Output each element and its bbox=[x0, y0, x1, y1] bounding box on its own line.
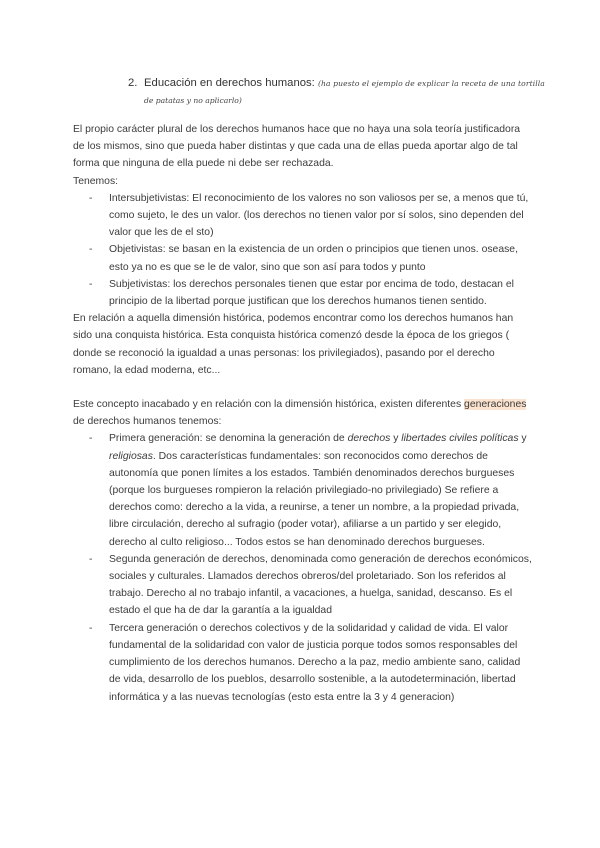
bullet-dash: - bbox=[89, 622, 93, 634]
bullet-dash: - bbox=[89, 553, 93, 565]
bullet-dash: - bbox=[89, 278, 93, 290]
list-item-second-generation: - Segunda generación de derechos, denominada como generación de derechos económicos, sociales y culturales. Llamados derechos obreros/del proletariado. Son los referidos al trabajo. Derecho al no trabajo infantil, a vacaciones, a huelga, sanidad, descanso. Es el estado el que ha de dar la garantía a la igualdad bbox=[73, 551, 533, 620]
handwritten-note-line1: (ha puesto el ejemplo de explicar la receta de una tortilla bbox=[317, 79, 545, 88]
heading-number: 2. bbox=[128, 77, 138, 89]
intro-paragraph: El propio carácter plural de los derechos humanos hace que no haya una sola teoría justificadora de los mismos, sino que pueda haber distintas y que cada una de ellas pueda aportar algo de tal forma que ninguna de ella puede ni debe ser rechazada. bbox=[73, 124, 521, 170]
document-body bbox=[73, 121, 533, 706]
generations-list bbox=[73, 430, 533, 705]
list-item-third-generation: - Tercera generación o derechos colectivos y de la solidaridad y calidad de vida. El valor fundamental de la solidaridad con valor de justicia porque todos somos responsables del cumplimiento de los derechos humanos. Derecho a la paz, medio ambiente sano, calidad de vida, desarrollo de los pueblos, desarrollo sostenible, a la autodeterminación, libertad informática y a las nuevas tecnologías (esto esta entre la 3 y 4 generacion) bbox=[73, 620, 533, 706]
generations-intro: Este concepto inacabado y en relación con la dimensión histórica, existen diferentes generaciones de derechos humanos tenemos: bbox=[73, 399, 527, 428]
list-item-objetivistas: - Objetivistas: se basan en la existencia de un orden o principios que tienen unos. osease, esto ya no es que se le de valor, sino que son así para todos y punto bbox=[73, 241, 533, 275]
highlighted-word: generaciones bbox=[464, 399, 527, 411]
section-heading bbox=[128, 74, 548, 109]
blank-line bbox=[73, 379, 533, 396]
heading-title: Educación en derechos humanos: bbox=[144, 77, 315, 89]
bullet-dash: - bbox=[89, 244, 93, 256]
list-item-subjetivistas: - Subjetivistas: los derechos personales tienen que estar por encima de todo, destacan el principio de la libertad porque justifican que los derechos humanos tienen sentido. bbox=[73, 276, 533, 310]
bullet-dash: - bbox=[89, 433, 93, 445]
handwritten-note-line2: de patatas y no aplicarlo) bbox=[144, 96, 242, 105]
tenemos-label: Tenemos: bbox=[73, 175, 119, 187]
theories-list bbox=[73, 190, 533, 310]
bullet-dash: - bbox=[89, 192, 93, 204]
list-item-intersubjetivistas: - Intersubjetivistas: El reconocimiento de los valores no son valiosos per se, a menos que tú, como sujeto, le des un valor. (los derechos no tienen valor por sí solos, sino dependen del valor que les de el sto) bbox=[73, 190, 533, 242]
list-item-first-generation: - Primera generación: se denomina la generación de derechos y libertades civiles políticas y religiosas. Dos características fundamentales: son reconocidos como derechos de autonomía que ponen límites a los estados. También denominados derechos burgueses (porque los burgueses rompieron la relación privilegiado-no privilegiado) Se refiere a derechos como: derecho a la vida, a reunirse, a tener un nombre, a la propiedad privada, libre circulación, derecho al sufragio (poder votar), afiliarse a un partido y ser elegido, derecho al culto religioso... Todos estos se han denominado derechos burgueses. bbox=[73, 430, 533, 550]
historic-paragraph: En relación a aquella dimensión histórica, podemos encontrar como los derechos humanos han sido una conquista histórica. Esta conquista histórica comenzó desde la época de los griegos ( donde se reconoció la igualdad a unas personas: los privilegiados), pasando por el derecho romano, la edad moderna, etc... bbox=[73, 313, 514, 376]
